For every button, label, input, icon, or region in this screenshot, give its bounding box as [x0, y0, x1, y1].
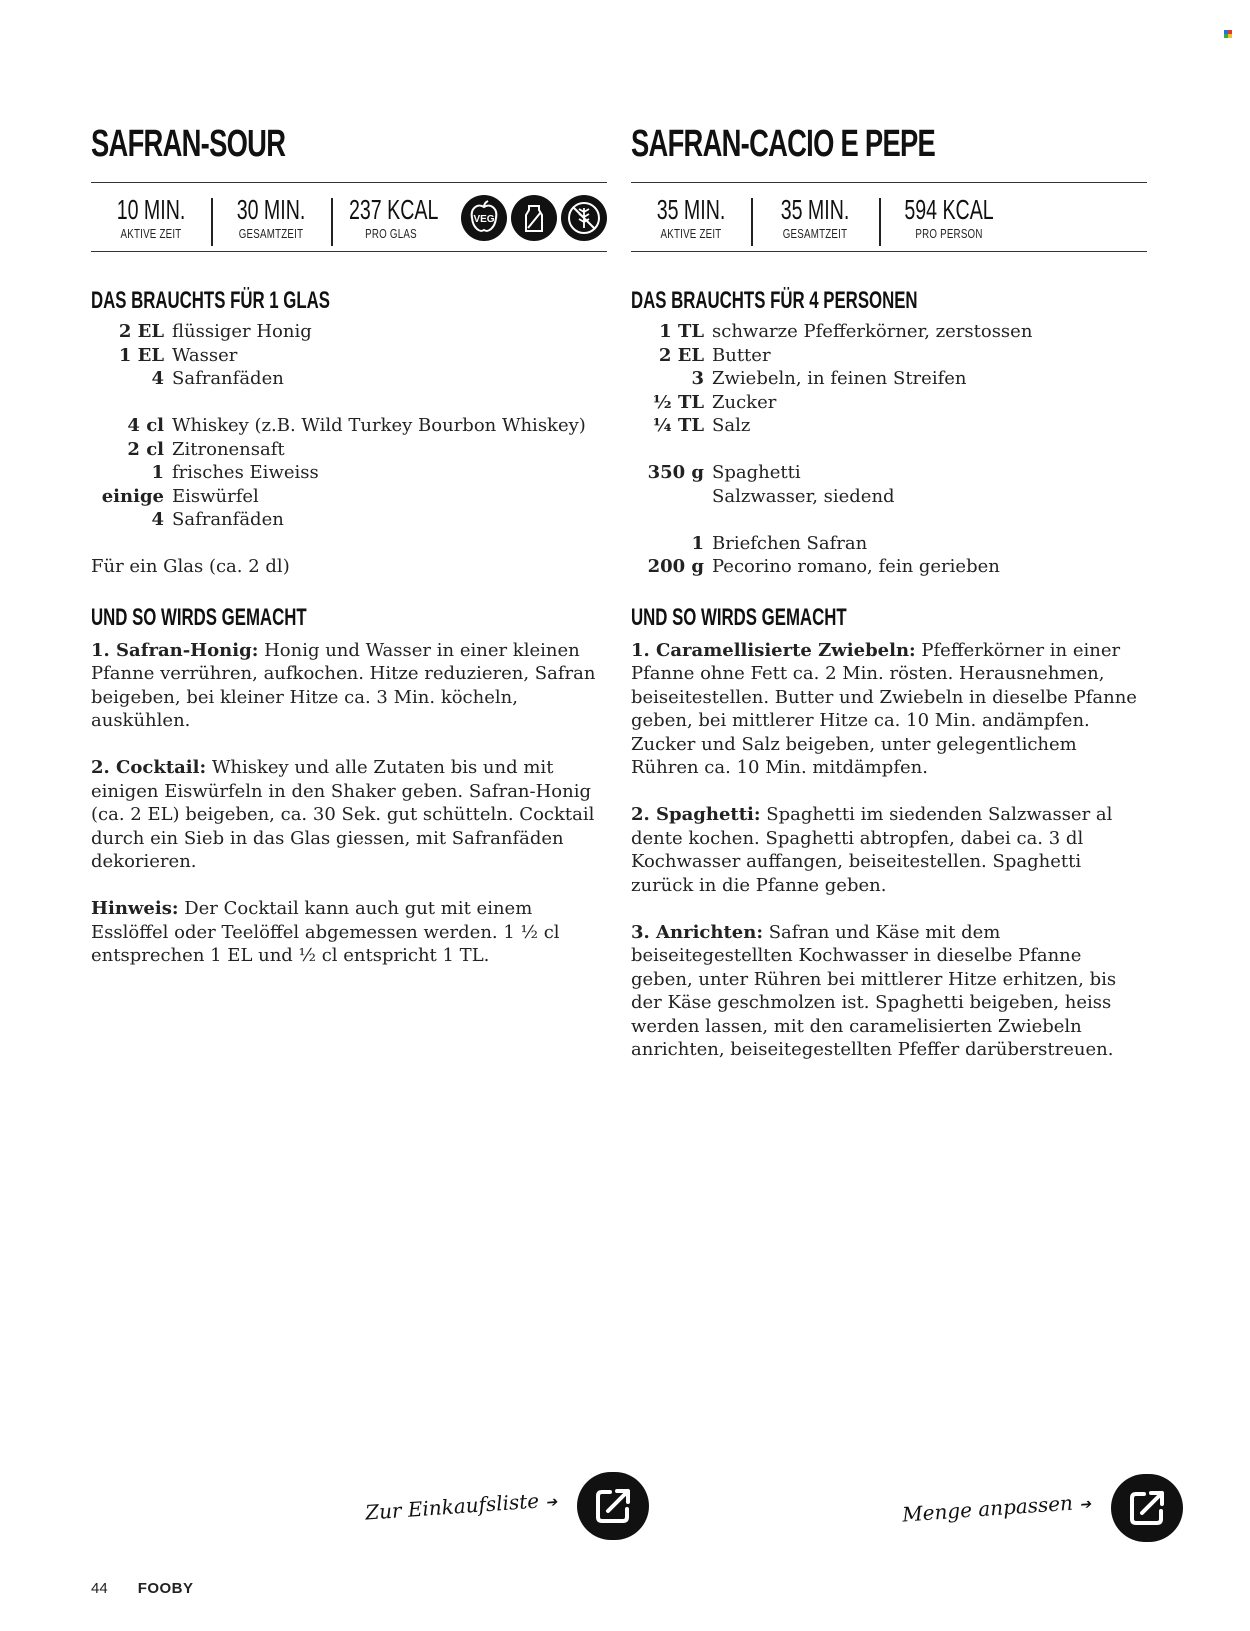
steps-heading: UND SO WIRDS GEMACHT — [631, 603, 847, 631]
step-title: 1. Caramellisierte Zwiebeln: — [631, 639, 916, 661]
ingredients-heading: DAS BRAUCHTS FÜR 1 GLAS — [91, 287, 330, 314]
ingredient-row — [631, 367, 1147, 391]
stat-label: PRO PERSON — [915, 225, 983, 241]
external-link-button[interactable] — [577, 1472, 649, 1540]
ingredient-qty: 4 — [151, 509, 164, 530]
ingredient-name: Salz — [712, 415, 751, 436]
ingredient-row — [631, 485, 1147, 509]
hint-text: Der Cocktail kann auch gut mit einem Esslöffel oder Teelöffel abgemessen werden. 1 ½ cl entsprechen 1 EL und ½ cl entspricht 1 TL. — [91, 898, 560, 966]
recipe-stats — [91, 182, 607, 252]
ingredient-qty: 350 g — [647, 462, 704, 483]
ingredient-name: Briefchen Safran — [712, 532, 868, 554]
ingredient-row — [91, 414, 607, 438]
recipe-safran-sour — [91, 118, 607, 991]
ingredient-name: Whiskey (z.B. Wild Turkey Bourbon Whiskey) — [172, 415, 586, 436]
ingredient-name: schwarze Pfefferkörner, zerstossen — [712, 321, 1033, 342]
recipe-stats — [631, 182, 1147, 252]
step-text: Pfefferkörner in einer Pfanne ohne Fett ca. 2 Min. rösten. Herausnehmen, beiseitestellen. Butter und Zwiebeln in dieselbe Pfanne geben, bei mittlerer Hitze ca. 10 Min. andämpfen. Zucker und Salz beigeben, unter gelegentlichem Rühren ca. 10 Min. mitdämpfen. — [631, 639, 1137, 778]
ingredient-list — [631, 320, 1147, 579]
ingredient-qty: 1 — [151, 462, 164, 483]
step-text: Whiskey und alle Zutaten bis und mit einigen Eiswürfeln in den Shaker geben. Safran-Honig (ca. 2 EL) beigeben, ca. 30 Sek. gut schütteln. Cocktail durch ein Sieb in das Glas giessen, mit Safranfäden dekorieren. — [91, 757, 595, 872]
ingredient-name: Safranfäden — [172, 368, 284, 389]
ingredient-name: Spaghetti — [712, 462, 801, 483]
veg-icon — [461, 195, 507, 241]
step-list — [91, 639, 607, 968]
step — [631, 639, 1147, 780]
stat-label: PRO GLAS — [365, 225, 417, 241]
veg-label: VEG — [473, 214, 495, 225]
ingredient-qty: 3 — [691, 368, 704, 389]
stat-total-time — [751, 194, 879, 241]
ingredient-qty: 200 g — [647, 556, 704, 577]
ingredient-row — [631, 461, 1147, 485]
ingredient-qty: 2 EL — [658, 344, 704, 366]
ingredient-qty: 4 cl — [127, 415, 164, 436]
ingredient-row — [91, 320, 607, 344]
ingredient-name: Wasser — [172, 344, 238, 366]
step-title: 2. Cocktail: — [91, 757, 207, 778]
page-number: 44 — [91, 1580, 108, 1597]
ingredient-qty: 1 — [691, 532, 704, 554]
ingredient-qty: 2 EL — [118, 321, 164, 342]
ingredient-name: Zwiebeln, in feinen Streifen — [712, 368, 967, 389]
stat-calories — [331, 194, 451, 241]
stat-value: 10 MIN. — [116, 193, 186, 225]
ingredient-qty: einige — [101, 485, 164, 507]
ingredient-qty: 1 TL — [659, 321, 704, 342]
color-mark-icon — [1224, 30, 1232, 38]
arrow-right-icon: ➔ — [1078, 1496, 1092, 1514]
stat-label: AKTIVE ZEIT — [120, 225, 182, 241]
stat-total-time — [211, 194, 331, 241]
ingredient-row — [631, 320, 1147, 344]
ingredient-row — [631, 414, 1147, 438]
step — [91, 756, 607, 874]
lactose-free-icon — [511, 195, 557, 241]
step-title: 2. Spaghetti: — [631, 804, 761, 825]
ingredient-qty: 1 EL — [118, 344, 164, 366]
stat-calories — [879, 194, 1019, 241]
gluten-free-icon — [561, 195, 607, 241]
recipe-safran-cacio-e-pepe — [631, 118, 1147, 1085]
step — [631, 803, 1147, 897]
stat-value: 594 KCAL — [904, 193, 994, 225]
ingredient-name: Eiswürfel — [172, 485, 259, 507]
ingredient-row — [631, 532, 1147, 556]
adjust-amount-label: Menge anpassen ➔ — [901, 1490, 1092, 1527]
ingredient-name: Zitronensaft — [172, 438, 285, 460]
external-link-icon — [590, 1483, 636, 1529]
ingredient-qty: ½ TL — [652, 391, 704, 413]
ingredient-row — [91, 508, 607, 532]
serving-note: Für ein Glas (ca. 2 dl) — [91, 556, 290, 577]
shopping-list-link[interactable] — [365, 1472, 649, 1540]
step-list — [631, 639, 1147, 1062]
stat-value: 35 MIN. — [780, 193, 850, 225]
ingredient-row — [631, 391, 1147, 415]
step-title: 3. Anrichten: — [631, 921, 763, 943]
diet-icons — [461, 195, 607, 241]
stat-active-time — [91, 194, 211, 241]
ingredient-name: frisches Eiweiss — [172, 462, 319, 483]
stat-label: GESAMTZEIT — [782, 225, 848, 241]
ingredient-list — [91, 320, 607, 555]
ingredient-row — [631, 344, 1147, 368]
ingredient-name: Butter — [712, 344, 771, 366]
step-text: Safran und Käse mit dem beiseitegestellten Kochwasser in dieselbe Pfanne geben, unter Rühren bei mittlerer Hitze erhitzen, bis der Käse geschmolzen ist. Spaghetti beigeben, heiss werden lassen, mit den caramelisierten Zwiebeln anrichten, beiseitegestellten Pfeffer darüberstreuen. — [631, 921, 1117, 1060]
stat-active-time — [631, 194, 751, 241]
ingredient-name: Zucker — [712, 391, 777, 413]
step — [631, 921, 1147, 1062]
ingredient-name: Pecorino romano, fein gerieben — [712, 556, 1000, 577]
stat-value: 35 MIN. — [656, 193, 726, 225]
ingredient-name: Salzwasser, siedend — [712, 485, 895, 507]
ingredient-row — [91, 461, 607, 485]
ingredient-row — [91, 367, 607, 391]
hint-title: Hinweis: — [91, 898, 179, 919]
stat-value: 30 MIN. — [236, 193, 306, 225]
brand-logo: FOOBY — [137, 1580, 194, 1597]
hint — [91, 897, 607, 968]
page-footer — [91, 1580, 194, 1597]
ingredients-heading: DAS BRAUCHTS FÜR 4 PERSONEN — [631, 287, 918, 314]
external-link-icon — [1124, 1485, 1170, 1531]
stat-label: GESAMTZEIT — [238, 225, 304, 241]
step-text: Spaghetti im siedenden Salzwasser al dente kochen. Spaghetti abtropfen, dabei ca. 3 dl Kochwasser auffangen, beiseitestellen. Spaghetti zurück in die Pfanne geben. — [631, 804, 1113, 896]
stat-label: AKTIVE ZEIT — [660, 225, 722, 241]
ingredient-name: Safranfäden — [172, 509, 284, 530]
ingredient-name: flüssiger Honig — [172, 321, 312, 342]
step-title: 1. Safran-Honig: — [91, 639, 259, 661]
shopping-list-label: Zur Einkaufsliste ➔ — [364, 1488, 558, 1525]
steps-heading: UND SO WIRDS GEMACHT — [91, 603, 307, 631]
ingredient-qty: 2 cl — [127, 438, 164, 460]
ingredient-qty: ¼ TL — [652, 415, 704, 436]
recipe-title: SAFRAN-SOUR — [91, 123, 286, 165]
ingredient-row — [91, 438, 607, 462]
ingredient-row — [91, 485, 607, 509]
ingredient-row — [91, 344, 607, 368]
ingredient-qty: 4 — [151, 368, 164, 389]
recipe-title: SAFRAN-CACIO E PEPE — [631, 123, 936, 165]
ingredient-row — [631, 555, 1147, 579]
arrow-right-icon: ➔ — [544, 1494, 558, 1512]
external-link-button[interactable] — [1111, 1474, 1183, 1542]
adjust-amount-link[interactable] — [902, 1474, 1183, 1542]
step-text: Honig und Wasser in einer kleinen Pfanne verrühren, aufkochen. Hitze reduzieren, Safran beigeben, bei kleiner Hitze ca. 3 Min. köcheln, auskühlen. — [91, 639, 596, 731]
step — [91, 639, 607, 733]
stat-value: 237 KCAL — [349, 193, 439, 225]
ingredient-qty — [631, 485, 712, 509]
